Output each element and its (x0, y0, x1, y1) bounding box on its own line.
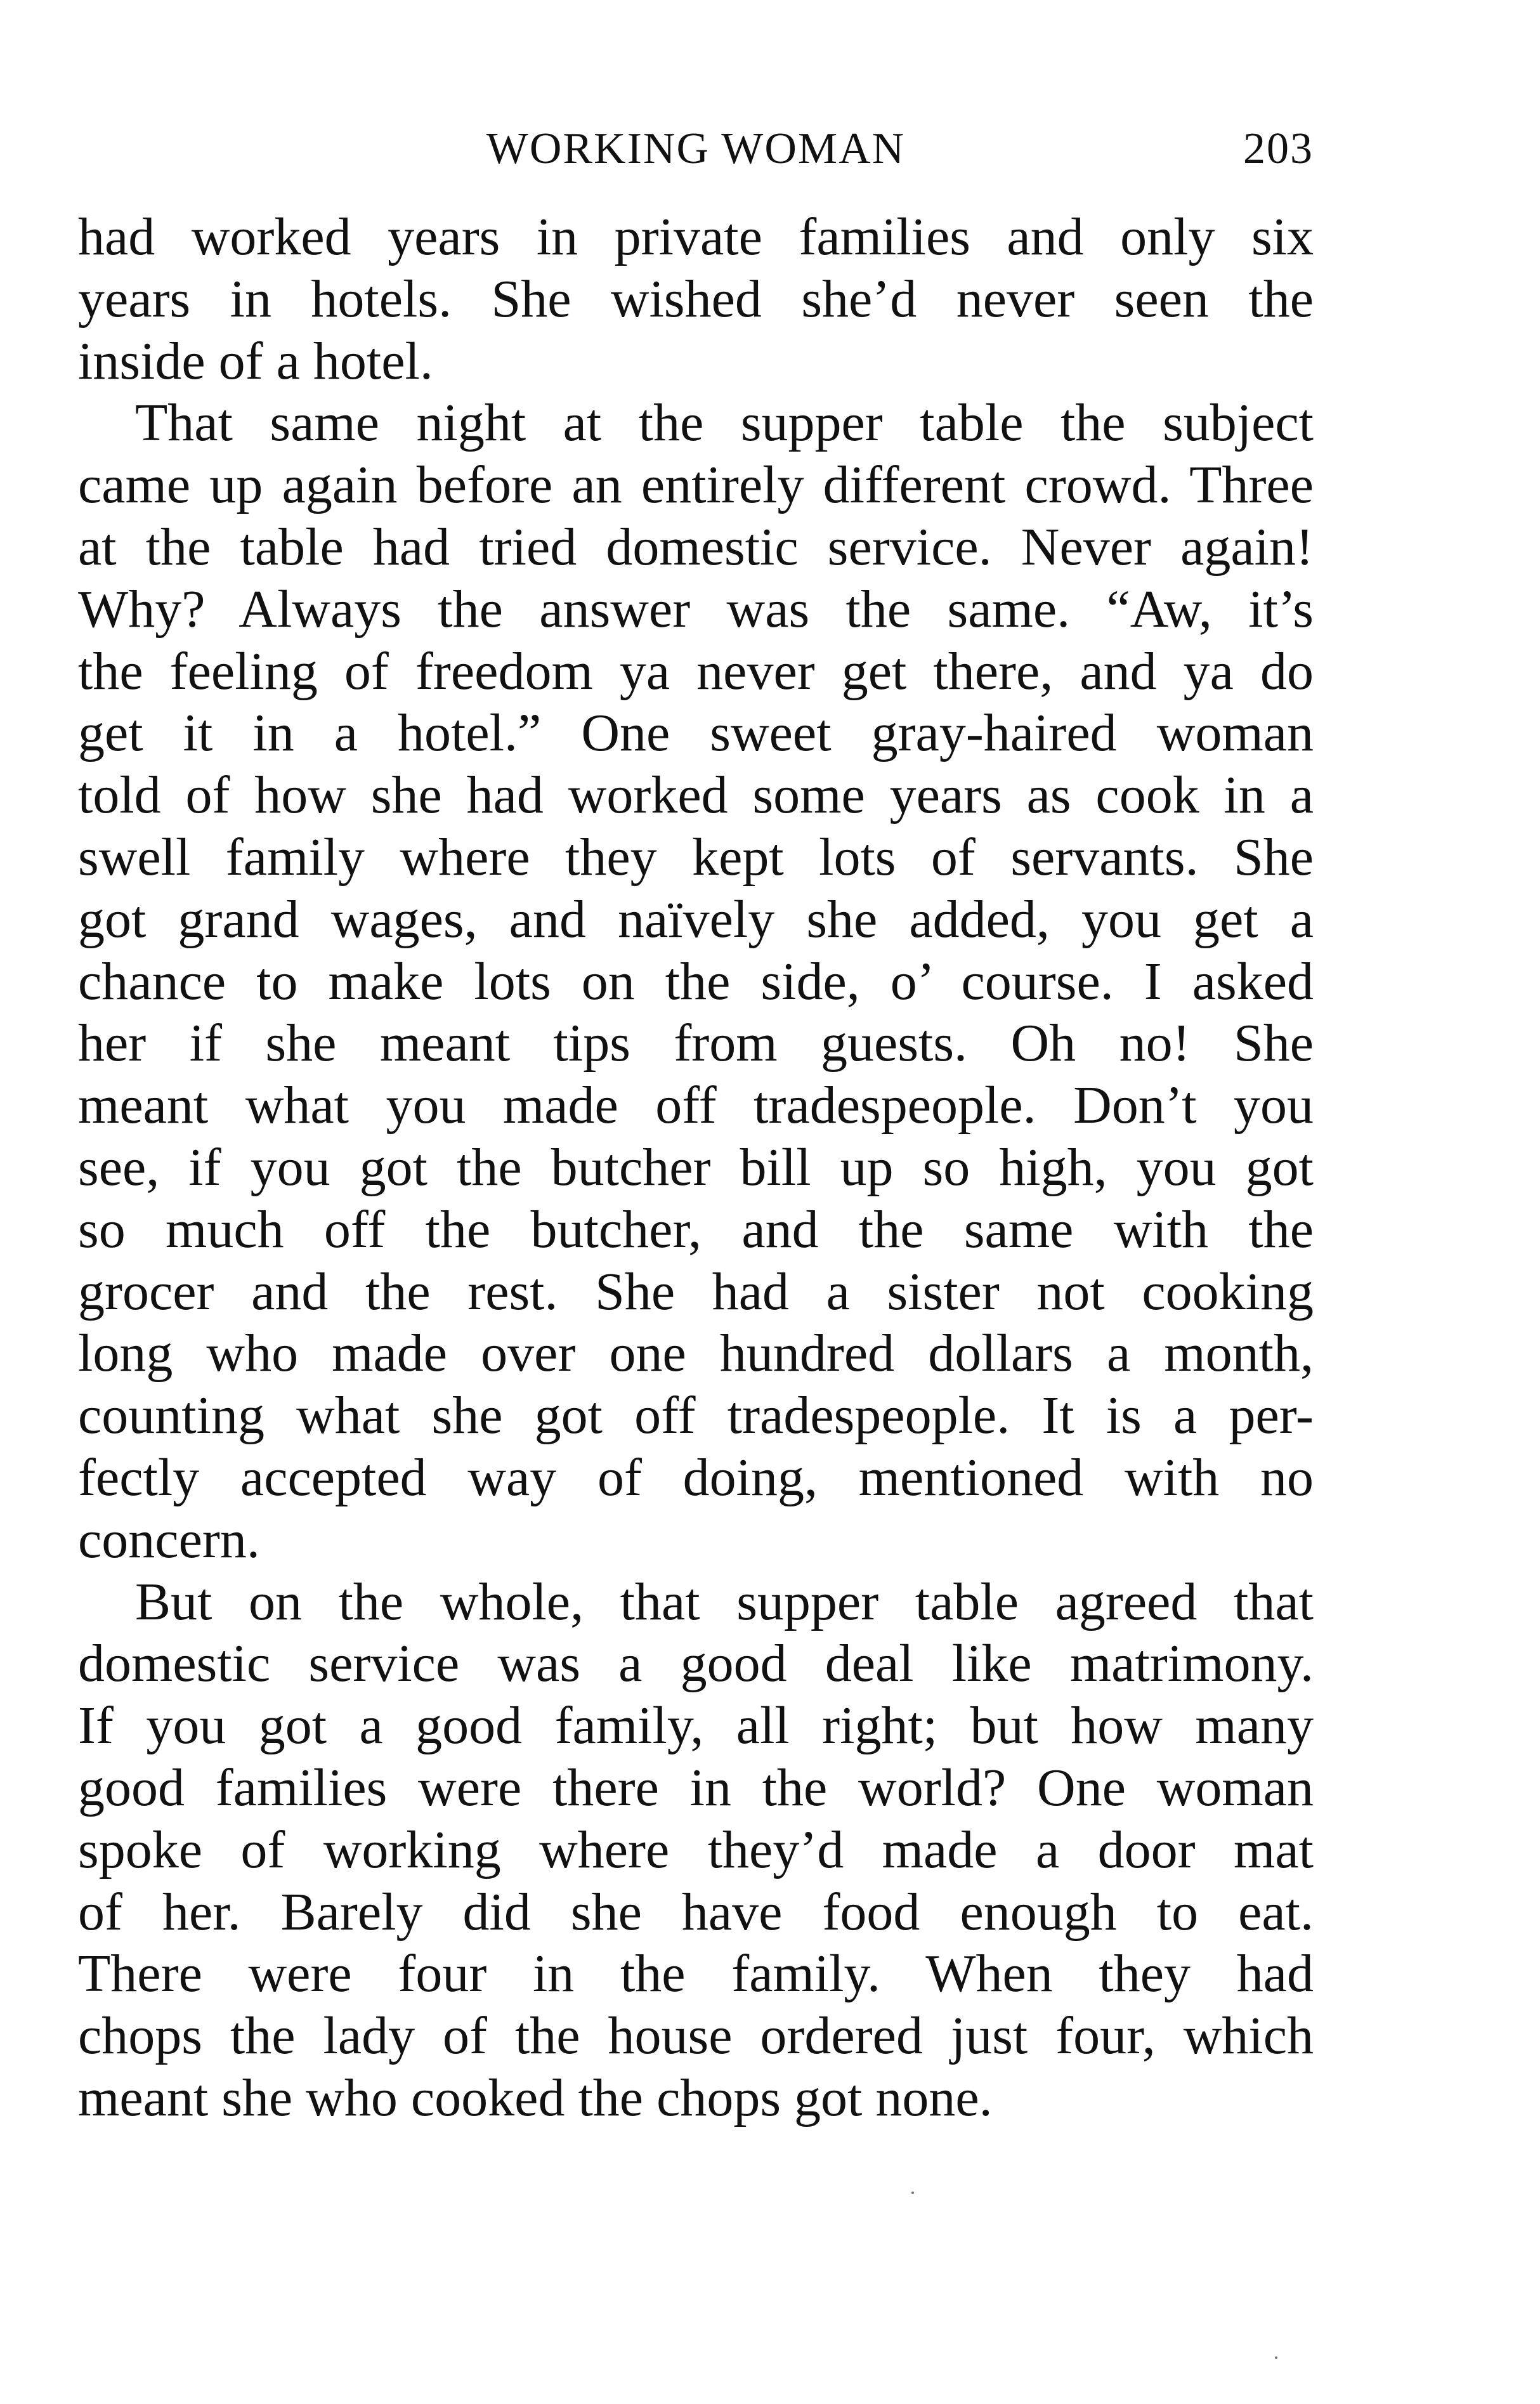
text-line: counting what she got off tradespeople. It is a per- (78, 1386, 1314, 1446)
text-line: good families were there in the world? One woman (78, 1758, 1314, 1817)
text-line: fectly accepted way of doing, mentioned with no (78, 1447, 1314, 1507)
text-line: grocer and the rest. She had a sister not cooking (78, 1262, 1314, 1321)
paragraph-1 (78, 206, 1314, 392)
paper-speck (911, 2192, 914, 2194)
running-title: WORKING WOMAN (486, 124, 906, 173)
paragraph-3 (78, 1571, 1314, 2129)
text-line: so much off the butcher, and the same with the (78, 1199, 1314, 1259)
text-line: chance to make lots on the side, o’ course. I asked (78, 951, 1314, 1011)
text-line: inside of a hotel. (78, 331, 433, 391)
text-line: There were four in the family. When they had (78, 1944, 1314, 2004)
text-line: That same night at the supper table the subject (135, 393, 1314, 453)
paragraph-2 (78, 392, 1314, 1571)
text-line: of her. Barely did she have food enough to eat. (78, 1882, 1314, 1942)
running-head (78, 121, 1314, 178)
text-line: chops the lady of the house ordered just four, which (78, 2006, 1314, 2066)
text-line: got grand wages, and naïvely she added, you get a (78, 889, 1314, 949)
text-line: had worked years in private families and only six (78, 207, 1314, 266)
text-line: came up again before an entirely different crowd. Three (78, 455, 1314, 515)
text-line: long who made over one hundred dollars a month, (78, 1324, 1314, 1383)
text-line: domestic service was a good deal like matrimony. (78, 1634, 1314, 1694)
text-line: at the table had tried domestic service. Never again! (78, 517, 1314, 577)
paper-speck (1275, 2356, 1277, 2359)
page-number: 203 (1243, 124, 1314, 173)
text-line: meant what you made off tradespeople. Don’t you (78, 1076, 1314, 1135)
text-line: her if she meant tips from guests. Oh no! She (78, 1014, 1314, 1073)
text-line: meant she who cooked the chops got none. (78, 2068, 993, 2127)
text-line: If you got a good family, all right; but how many (78, 1696, 1314, 1756)
text-line: swell family where they kept lots of servants. She (78, 827, 1314, 887)
text-line: see, if you got the butcher bill up so high, you got (78, 1137, 1314, 1197)
text-line: get it in a hotel.” One sweet gray-haired woman (78, 703, 1314, 763)
text-line: the feeling of freedom ya never get there, and ya do (78, 641, 1314, 701)
text-line: Why? Always the answer was the same. “Aw, it’s (78, 579, 1314, 639)
text-line: years in hotels. She wished she’d never seen the (78, 269, 1314, 329)
text-line: But on the whole, that supper table agreed that (135, 1572, 1314, 1631)
body-text (78, 206, 1314, 2129)
text-line: concern. (78, 1510, 260, 1569)
text-line: told of how she had worked some years as cook in a (78, 766, 1314, 825)
text-line: spoke of working where they’d made a door mat (78, 1820, 1314, 1879)
